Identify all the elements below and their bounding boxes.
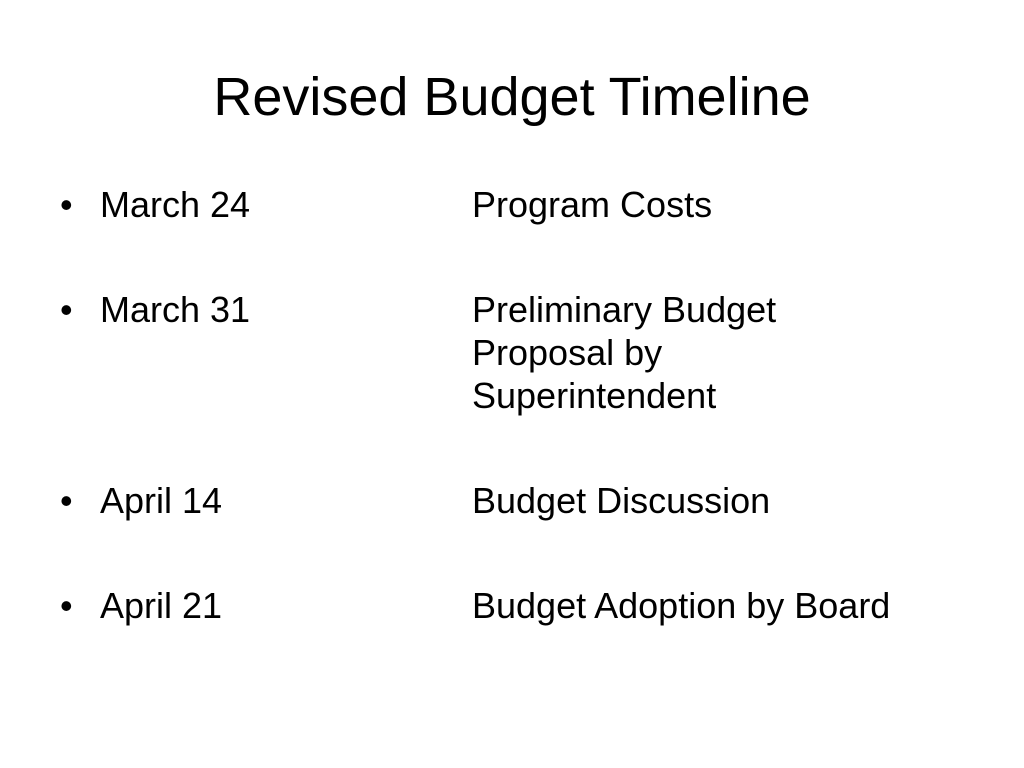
timeline-date: April 21 [100, 585, 223, 626]
timeline-description: Budget Discussion [472, 480, 771, 521]
bullet-icon: • [60, 289, 73, 330]
slide-title: Revised Budget Timeline [213, 67, 811, 127]
bullet-icon: • [60, 480, 73, 521]
timeline-date: March 24 [100, 184, 251, 225]
timeline-date: April 14 [100, 480, 223, 521]
bullet-icon: • [60, 184, 73, 225]
timeline-description: Budget Adoption by Board [472, 585, 891, 626]
bullet-icon: • [60, 585, 73, 626]
timeline-date: March 31 [100, 289, 251, 330]
timeline-description: Preliminary Budget Proposal by Superintendent [472, 289, 777, 416]
timeline-description: Program Costs [472, 184, 713, 225]
